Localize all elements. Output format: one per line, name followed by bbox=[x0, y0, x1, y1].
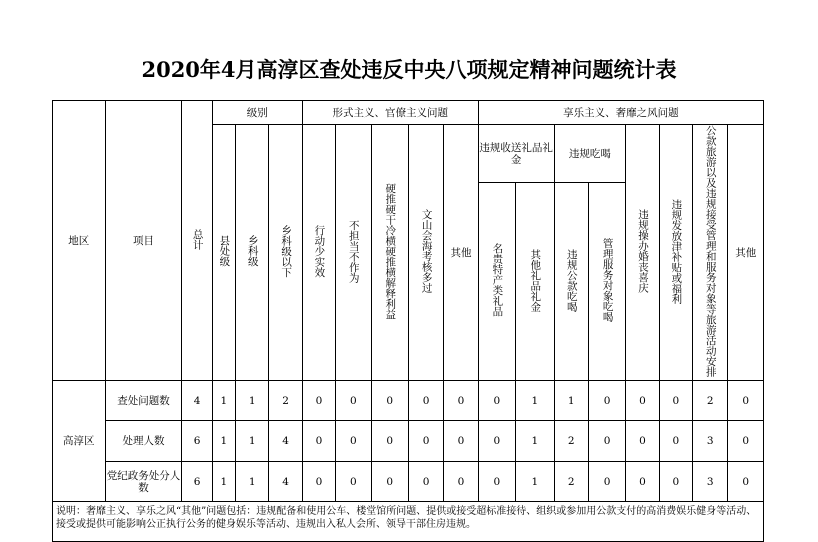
data-cell: 0 bbox=[336, 462, 371, 502]
col-header-subsidies: 违规发放津补贴或福利 bbox=[659, 125, 692, 381]
data-cell: 0 bbox=[659, 381, 692, 421]
page-title: 2020年4月高淳区查处违反中央八项规定精神问题统计表 bbox=[141, 57, 677, 82]
total-header: 总计 bbox=[182, 101, 212, 381]
row-label: 查处问题数 bbox=[105, 381, 182, 421]
data-cell: 1 bbox=[516, 421, 554, 462]
data-cell: 0 bbox=[478, 421, 515, 462]
data-cell: 4 bbox=[269, 421, 302, 462]
region-header: 地区 bbox=[53, 101, 106, 381]
col-header-action-results: 行动少实效 bbox=[302, 125, 335, 381]
data-cell: 1 bbox=[236, 421, 269, 462]
data-cell: 1 bbox=[236, 381, 269, 421]
data-cell: 0 bbox=[444, 381, 478, 421]
data-cell: 0 bbox=[626, 381, 659, 421]
hedonism-header: 享乐主义、奢靡之风问题 bbox=[478, 101, 763, 125]
row-label: 处理人数 bbox=[105, 421, 182, 462]
data-cell: 1 bbox=[236, 462, 269, 502]
col-header-public-dining: 违规公款吃喝 bbox=[554, 183, 588, 381]
data-cell: 0 bbox=[659, 421, 692, 462]
col-header-below-township: 乡科级以下 bbox=[269, 125, 302, 381]
col-header-formalism-other: 其他 bbox=[444, 125, 478, 381]
data-cell: 0 bbox=[478, 381, 515, 421]
data-cell: 0 bbox=[302, 421, 335, 462]
data-cell: 0 bbox=[408, 381, 443, 421]
col-header-no-responsibility: 不担当不作为 bbox=[336, 125, 371, 381]
statistics-table bbox=[52, 100, 764, 542]
region-cell: 高淳区 bbox=[53, 381, 106, 502]
total-cell: 6 bbox=[182, 421, 212, 462]
data-cell: 2 bbox=[554, 462, 588, 502]
total-cell: 6 bbox=[182, 462, 212, 502]
total-cell: 4 bbox=[182, 381, 212, 421]
footnote: 说明：奢靡主义、享乐之风“其他”问题包括：违规配备和使用公车、楼堂馆所问题、提供或接受超标准接待、组织或参加用公款支付的高消费娱乐健身等活动、接受或提供可能影响公正执行公务的健身娱乐等活动、违规出入私人会所、领导干部住房违规。 bbox=[53, 502, 764, 542]
data-cell: 0 bbox=[588, 421, 625, 462]
data-cell: 0 bbox=[302, 462, 335, 502]
data-cell: 0 bbox=[626, 462, 659, 502]
data-cell: 0 bbox=[728, 421, 764, 462]
data-cell: 0 bbox=[336, 421, 371, 462]
formalism-header: 形式主义、官僚主义问题 bbox=[302, 101, 478, 125]
col-header-hard-push: 硬推硬干冷横硬推横解释利益 bbox=[371, 125, 408, 381]
col-header-premium-gifts: 名贵特产类礼品 bbox=[478, 183, 515, 381]
dining-group-header: 违规吃喝 bbox=[554, 125, 626, 183]
item-header: 项目 bbox=[105, 101, 182, 381]
gifts-group-header: 违规收送礼品礼金 bbox=[478, 125, 554, 183]
data-cell: 1 bbox=[554, 381, 588, 421]
data-cell: 2 bbox=[693, 381, 728, 421]
col-header-county-level: 县处级 bbox=[212, 125, 235, 381]
col-header-hedonism-other: 其他 bbox=[728, 125, 764, 381]
col-header-service-dining: 管理服务对象吃喝 bbox=[588, 183, 625, 381]
data-cell: 1 bbox=[516, 462, 554, 502]
data-cell: 0 bbox=[626, 421, 659, 462]
data-cell: 1 bbox=[212, 421, 235, 462]
col-header-township-level: 乡科级 bbox=[236, 125, 269, 381]
data-cell: 2 bbox=[554, 421, 588, 462]
level-header: 级别 bbox=[212, 101, 302, 125]
data-cell: 4 bbox=[269, 462, 302, 502]
data-cell: 1 bbox=[212, 462, 235, 502]
data-cell: 0 bbox=[302, 381, 335, 421]
data-cell: 0 bbox=[728, 462, 764, 502]
data-cell: 0 bbox=[728, 381, 764, 421]
col-header-travel: 公款旅游以及违规接受管理和服务对象等旅游活动安排 bbox=[693, 125, 728, 381]
data-cell: 0 bbox=[444, 462, 478, 502]
row-label: 党纪政务处分人数 bbox=[105, 462, 182, 502]
data-cell: 0 bbox=[371, 421, 408, 462]
col-header-other-gifts: 其他礼品礼金 bbox=[516, 183, 554, 381]
data-cell: 1 bbox=[516, 381, 554, 421]
data-cell: 3 bbox=[693, 421, 728, 462]
data-cell: 0 bbox=[408, 462, 443, 502]
data-cell: 0 bbox=[659, 462, 692, 502]
data-cell: 0 bbox=[588, 462, 625, 502]
data-cell: 1 bbox=[212, 381, 235, 421]
data-cell: 0 bbox=[408, 421, 443, 462]
data-cell: 0 bbox=[444, 421, 478, 462]
col-header-meetings: 文山会海考核多过 bbox=[408, 125, 443, 381]
data-cell: 0 bbox=[478, 462, 515, 502]
data-cell: 2 bbox=[269, 381, 302, 421]
data-cell: 0 bbox=[371, 462, 408, 502]
data-cell: 0 bbox=[371, 381, 408, 421]
data-cell: 0 bbox=[336, 381, 371, 421]
data-cell: 0 bbox=[588, 381, 625, 421]
data-cell: 3 bbox=[693, 462, 728, 502]
col-header-weddings: 违规操办婚丧喜庆 bbox=[626, 125, 659, 381]
